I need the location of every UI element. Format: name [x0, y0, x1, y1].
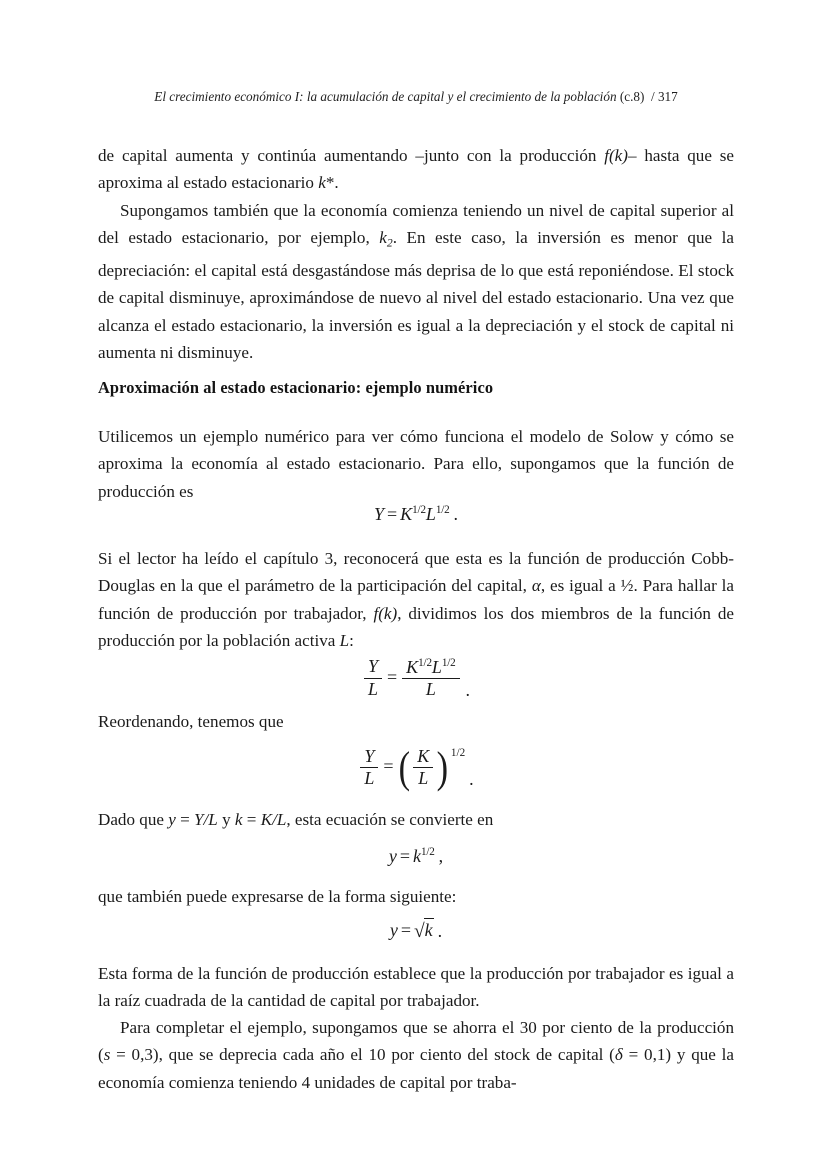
- equation-output-per-worker-derivation: [98, 657, 734, 700]
- eq2-rhs-numerator: $K^{1/2}L^{1/2}$: [406, 656, 456, 677]
- paragraph-7: que también puede expresarse de la forma siguiente:: [98, 887, 457, 906]
- eq2-period: .: [465, 679, 470, 700]
- eq4-comma: ,: [438, 846, 444, 866]
- inline-math-Y-over-L: Y/L: [194, 810, 218, 829]
- eq2-rhs-fraction: [402, 657, 459, 700]
- paragraph-7-block: [98, 883, 734, 910]
- paragraph-3-block: [98, 423, 734, 505]
- eq4-exponent: 1/2: [421, 846, 435, 859]
- p4-text-a: Si el lector ha leído el capítulo 3, reconocerá que esta es la función de producción Cobb-Douglas en la que el parámetro de la participación del capital,: [98, 549, 734, 596]
- radical-icon: √: [413, 920, 425, 942]
- eq2-lhs-numerator: Y: [367, 656, 378, 677]
- paragraph-9-block: [98, 1014, 734, 1096]
- inline-math-k: k: [234, 810, 243, 829]
- inline-math-delta: δ: [614, 1045, 623, 1065]
- p9-text-b: = 0,3), que se deprecia cada año el 10 por ciento del stock de capital (: [110, 1045, 615, 1065]
- eq3-lhs-numerator: Y: [364, 746, 375, 766]
- eq1-K-exponent: 1/2: [412, 504, 426, 517]
- eq4-k: k: [413, 846, 421, 866]
- p6-text-b: , esta ecuación se convierte en: [286, 810, 494, 829]
- p6-text-a: Dado que: [98, 810, 169, 829]
- paragraph-5: Reordenando, tenemos que: [98, 712, 284, 731]
- inline-math-y: y: [168, 810, 176, 829]
- p1-text-b: – hasta que se aproxima al estado estacionario: [98, 146, 734, 193]
- inline-math-f-of-k: f(k): [604, 146, 628, 165]
- eq3-inner-denominator: L: [413, 767, 433, 788]
- inline-math-k-star: k*.: [318, 173, 339, 193]
- paragraph-6-block: [98, 806, 734, 833]
- inline-math-f-of-k-2: f(k): [373, 603, 398, 623]
- paragraph-8: Esta forma de la función de producción establece que la producción por trabajador es igual a la raíz cuadrada de la cantidad de capital por trabajador.: [98, 964, 734, 1011]
- p9-text-a: Para completar el ejemplo, supongamos que se ahorra el 30 por ciento de la producción (: [98, 1018, 734, 1065]
- eq3-paren-open: (: [398, 743, 410, 793]
- paragraph-4: [98, 545, 734, 655]
- inline-math-K-over-L: K/L: [260, 810, 287, 829]
- p4-text-c: , dividimos los dos miembros de la función de producción por la población activa: [98, 603, 734, 651]
- eq5-y: y: [389, 920, 398, 940]
- paragraph-1-block: [98, 142, 734, 197]
- eq5-period: .: [437, 921, 443, 941]
- eq4-equals: =: [399, 846, 410, 866]
- paragraph-3: Utilicemos un ejemplo numérico para ver cómo funciona el modelo de Solow y cómo se aproxima la economía al estado estacionario. Para ello, supongamos que la función de producción es: [98, 427, 734, 501]
- eq3-inner-numerator: K: [417, 746, 430, 766]
- section-heading-block: [98, 377, 734, 399]
- equation-output-per-worker-rearranged: [98, 743, 734, 793]
- eq3-lhs-fraction: [360, 747, 378, 789]
- equation-production-function: [98, 504, 734, 525]
- eq3-equals: =: [383, 756, 394, 777]
- p2-text-b: . En este caso, la inversión es menor que la depreciación: el capital está desgastándose más deprisa de lo que está reponiéndose. El stock de capital disminuye, aproximándose de nuevo al nivel del estado estacionario. Una vez que alcanza el estado estacionario, la inversión es igual a la depreciación y el stock de capital ni aumenta ni disminuye.: [98, 228, 734, 363]
- paragraph-4-block: [98, 545, 734, 655]
- equation-y-equals-sqrt-k: [98, 918, 734, 942]
- eq3-exponent: 1/2: [450, 746, 466, 759]
- p6-equals-2: =: [242, 810, 261, 829]
- eq1-period: .: [453, 504, 458, 524]
- paragraph-1: [98, 142, 734, 197]
- eq5-square-root: [414, 918, 434, 942]
- p6-conj: y: [217, 810, 235, 829]
- p9-text-c: = 0,1) y que la economía comienza teniendo 4 unidades de capital por traba-: [98, 1045, 734, 1092]
- running-head: [98, 89, 734, 105]
- inline-math-L: L: [339, 631, 350, 651]
- inline-math-s: s: [103, 1045, 111, 1065]
- eq3-period: .: [469, 769, 474, 790]
- paragraph-5-block: [98, 708, 734, 735]
- section-heading: Aproximación al estado estacionario: ejemplo numérico: [98, 378, 494, 397]
- eq5-radicand-k: k: [424, 920, 433, 940]
- eq2-equals: =: [387, 666, 398, 687]
- eq5-equals: =: [400, 920, 411, 940]
- p1-text-a: de capital aumenta y continúa aumentando –junto con la producción: [98, 146, 605, 165]
- p2-text-a: Supongamos también que la economía comienza teniendo un nivel de capital superior al del estado estacionario, por ejemplo,: [98, 201, 734, 248]
- paragraph-9: [98, 1014, 734, 1096]
- eq3-paren-close: ): [436, 743, 449, 793]
- p4-text-d: :: [349, 631, 354, 651]
- inline-math-k-subscript-2: $k_2$: [379, 228, 393, 250]
- p4-text-b: , es igual a ½. Para hallar la función de producción por trabajador,: [98, 576, 734, 623]
- inline-math-alpha: α: [531, 576, 541, 596]
- eq4-y: y: [388, 846, 397, 866]
- paragraph-8-block: [98, 960, 734, 1015]
- paragraph-6: [98, 806, 734, 833]
- paragraph-2: [98, 197, 734, 367]
- eq2-rhs-denominator: L: [402, 678, 459, 699]
- eq3-lhs-denominator: L: [360, 767, 378, 788]
- eq1-equals: =: [387, 504, 398, 524]
- eq1-L-exponent: 1/2: [435, 504, 450, 517]
- eq1-K: K: [400, 504, 413, 524]
- equation-y-equals-k-power-half: [98, 846, 734, 867]
- running-head-chapter-ref: (c.8) / 317: [619, 89, 678, 104]
- p6-equals-1: =: [175, 810, 195, 829]
- eq2-lhs-fraction: [364, 657, 382, 699]
- eq2-lhs-denominator: L: [364, 678, 382, 699]
- paragraph-2-block: [98, 197, 734, 367]
- running-head-title: El crecimiento económico I: la acumulación de capital y el crecimiento de la población: [154, 89, 617, 104]
- eq1-Y: Y: [373, 504, 384, 524]
- eq3-inner-fraction: [413, 747, 433, 789]
- eq1-L: L: [425, 504, 436, 524]
